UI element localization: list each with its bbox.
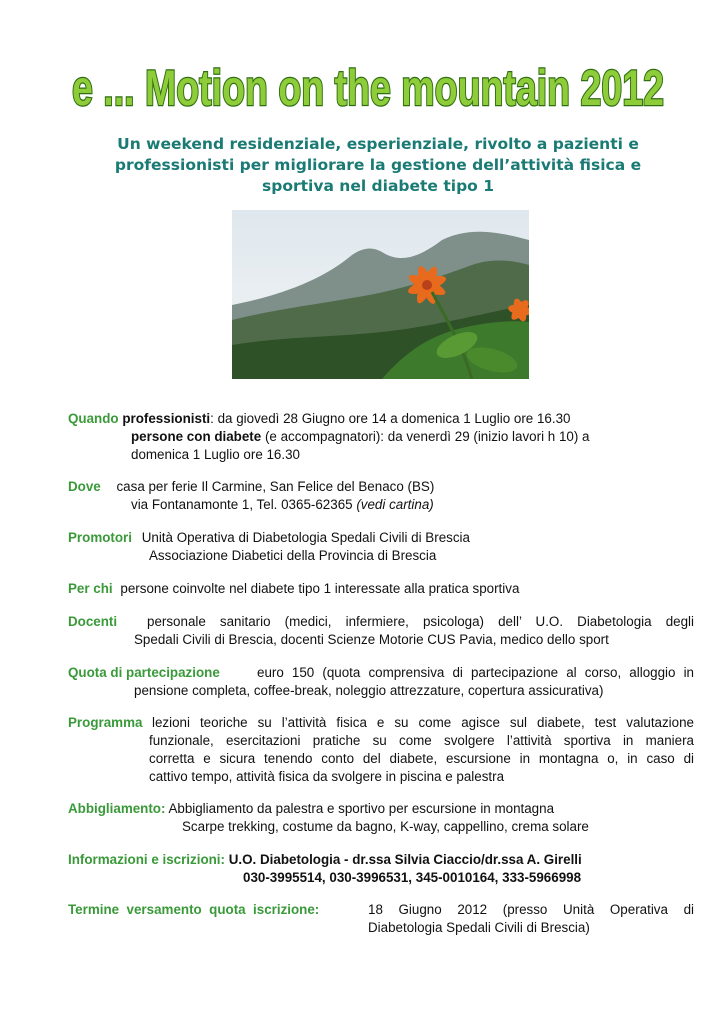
docenti-text: personale sanitario (medici, infermiere, psicologa) dell’ U.O. Diabetologia degli <box>147 614 694 629</box>
docenti-line2: Spedali Civili di Brescia, docenti Scienze Motorie CUS Pavia, medico dello sport <box>134 632 609 647</box>
programma-text1: lezioni teoriche su l’attività fisica e su come agisce sul diabete, test valutazione <box>152 715 694 730</box>
title-wordart <box>68 52 668 122</box>
promotori-text: Unità Operativa di Diabetologia Spedali Civili di Brescia <box>141 530 470 545</box>
quando-line3: domenica 1 Luglio ore 16.30 <box>131 447 300 462</box>
informazioni-text: U.O. Diabetologia - dr.ssa Silvia Ciaccio/dr.ssa A. Girelli <box>228 852 582 867</box>
quota-line1 <box>68 664 694 682</box>
mountain-photo <box>232 210 529 379</box>
quando-prof-label: professionisti <box>122 411 211 426</box>
quando-pers-label: persone con diabete <box>131 429 262 444</box>
informazioni-line1 <box>68 851 582 869</box>
abbigliamento-label: Abbigliamento: <box>68 801 166 816</box>
abbigliamento-line2: Scarpe trekking, costume da bagno, K-way, cappellino, crema solare <box>182 819 589 834</box>
dove-map-note: (vedi cartina) <box>356 497 434 512</box>
perchi-label: Per chi <box>68 581 113 596</box>
termine-line2: Diabetologia Spedali Civili di Brescia) <box>368 920 590 935</box>
programma-line4: cattivo tempo, attività fisica da svolgere in piscina e palestra <box>149 769 505 784</box>
docenti-label: Docenti <box>68 614 118 629</box>
programma-label: Programma <box>68 715 143 730</box>
quando-line1 <box>68 410 570 428</box>
informazioni-phones: 030-3995514, 030-3996531, 345-0010164, 333-5966998 <box>243 870 582 885</box>
quando-line2 <box>131 428 589 446</box>
docenti-line1 <box>68 613 694 631</box>
title-text: e ... Motion on the mountain 2012 <box>72 60 664 116</box>
abbigliamento-line1 <box>68 800 554 818</box>
quando-prof-text: : da giovedì 28 Giugno ore 14 a domenica 1 Luglio ore 16.30 <box>210 411 571 426</box>
promotori-label: Promotori <box>68 530 132 545</box>
quota-text: euro 150 (quota comprensiva di partecipazione al corso, alloggio in <box>257 665 694 680</box>
dove-line1 <box>68 478 434 496</box>
dove-text: casa per ferie Il Carmine, San Felice del Benaco (BS) <box>116 479 435 494</box>
quota-line2: pensione completa, coffee-break, noleggio attrezzature, copertura assicurativa) <box>134 683 604 698</box>
programma-line3: corretta e sicura tenendo conto del diabete, escursione in montagna o, in caso di <box>149 751 694 766</box>
informazioni-label: Informazioni e iscrizioni: <box>68 852 225 867</box>
termine-line1 <box>68 901 694 919</box>
dove-address: via Fontanamonte 1, Tel. 0365-62365 <box>131 497 357 512</box>
dove-label: Dove <box>68 479 101 494</box>
programma-line2: funzionale, esercitazioni pratiche su come svolgere l’attività sportiva in maniera <box>149 733 694 748</box>
promotori-line1 <box>68 529 470 547</box>
promotori-line2: Associazione Diabetici della Provincia di Brescia <box>149 548 437 563</box>
quando-label: Quando <box>68 411 119 426</box>
abbigliamento-text: Abbigliamento da palestra e sportivo per escursione in montagna <box>168 801 555 816</box>
quando-pers-text: (e accompagnatori): da venerdì 29 (inizio lavori h 10) a <box>261 429 590 444</box>
dove-line2 <box>131 496 434 514</box>
quota-label: Quota di partecipazione <box>68 665 220 680</box>
subtitle: Un weekend residenziale, esperienziale, rivolto a pazienti e professionisti per migliorare la gestione dell’attività fisica e sportiva nel diabete tipo 1 <box>114 135 642 195</box>
perchi-line <box>68 580 519 598</box>
perchi-text: persone coinvolte nel diabete tipo 1 interessate alla pratica sportiva <box>120 581 520 596</box>
termine-text: 18 Giugno 2012 (presso Unità Operativa di <box>368 902 694 917</box>
termine-label: Termine versamento quota iscrizione: <box>68 902 320 917</box>
programma-line1 <box>68 714 694 732</box>
